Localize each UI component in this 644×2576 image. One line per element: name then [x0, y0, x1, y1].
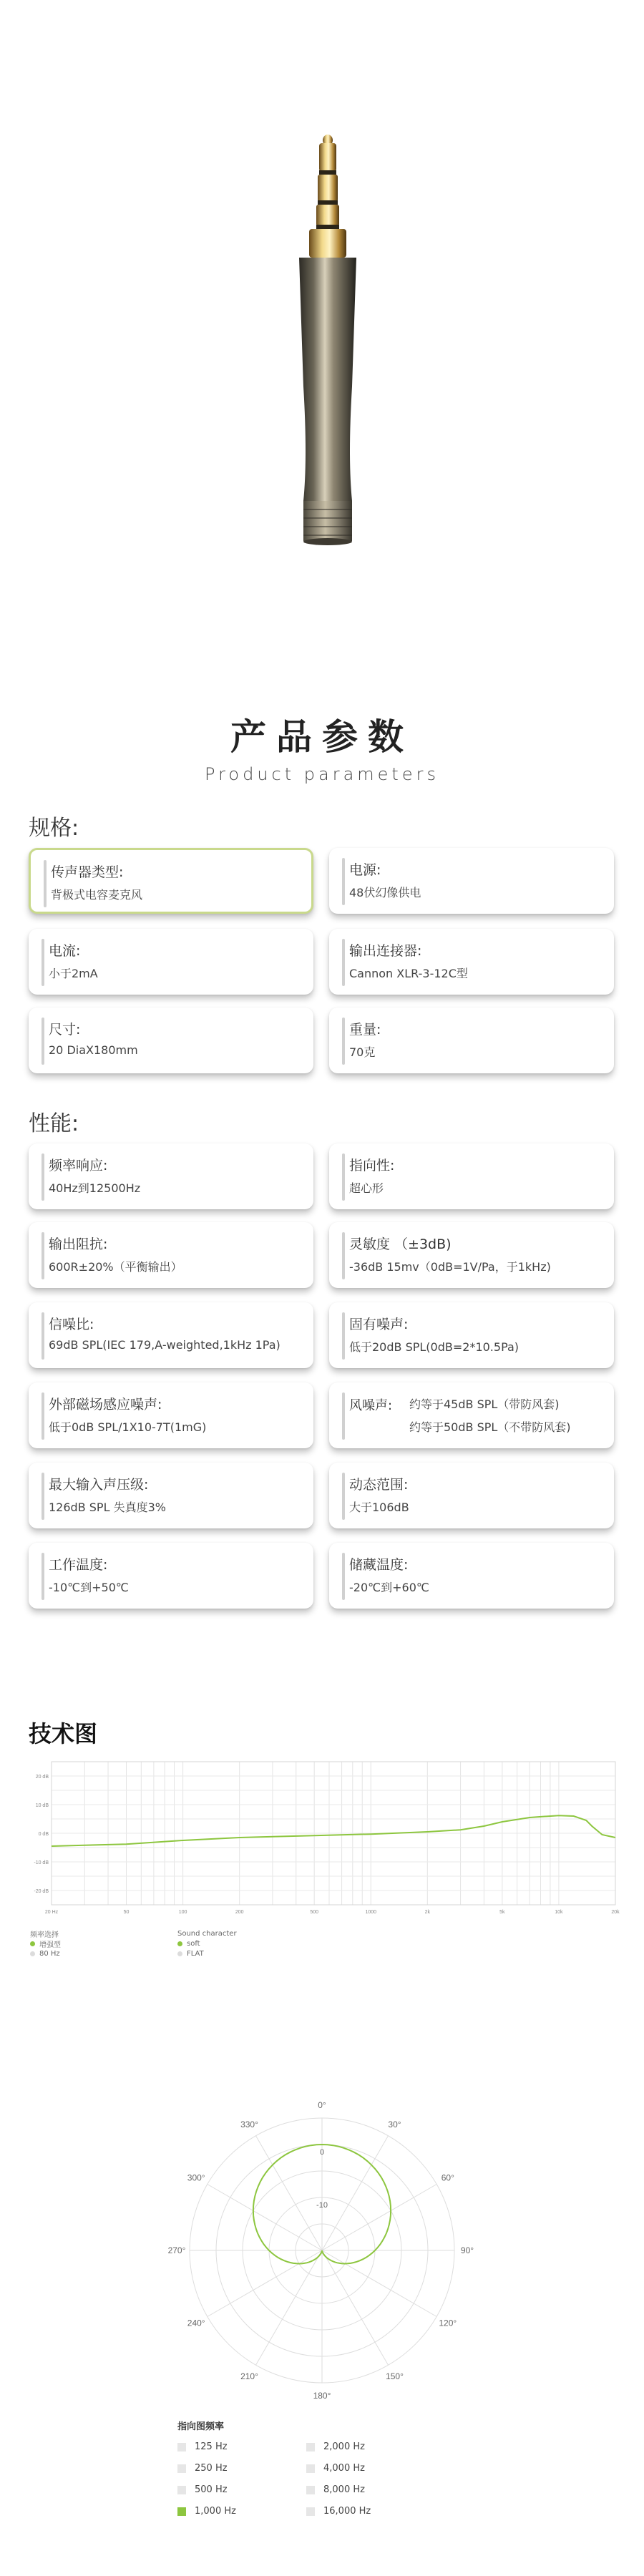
- checkbox-square-icon: [177, 2486, 186, 2494]
- perf-label: 频率响应:: [49, 1158, 108, 1174]
- legend-item-soft[interactable]: [177, 1938, 237, 1948]
- legend-group-frequency: [30, 1928, 61, 1958]
- perf-value: 126dB SPL 失真度3%: [49, 1501, 166, 1514]
- perf-label: 动态范围:: [349, 1477, 409, 1493]
- performance-heading: 性能:: [29, 1111, 79, 1136]
- perf-value: -36dB 15mv（0dB=1V/Pa，于1kHz): [349, 1260, 551, 1274]
- polar-frequency-label: 4,000 Hz: [323, 2463, 365, 2474]
- perf-card-operating-temp: [29, 1543, 313, 1609]
- perf-value: 69dB SPL(IEC 179,A-weighted,1kHz 1Pa): [49, 1338, 280, 1352]
- angle-label: 30°: [388, 2119, 401, 2130]
- card-accent-bar: [342, 1553, 345, 1600]
- perf-value: 低于20dB SPL(0dB=2*10.5Pa): [349, 1340, 519, 1354]
- card-accent-bar: [42, 1153, 44, 1201]
- card-accent-bar: [42, 1018, 44, 1065]
- checkbox-square-icon: [306, 2464, 315, 2473]
- perf-label: 指向性:: [349, 1158, 395, 1174]
- angle-label: 60°: [441, 2172, 454, 2183]
- legend-item-flat[interactable]: [177, 1948, 237, 1958]
- spec-label: 传声器类型:: [51, 864, 124, 880]
- card-accent-bar: [342, 1232, 345, 1279]
- y-tick-label: 0 dB: [38, 1832, 49, 1837]
- y-tick-label: -20 dB: [34, 1889, 49, 1894]
- legend-dot: [30, 1941, 35, 1946]
- x-tick-label: 100: [178, 1910, 187, 1915]
- polar-frequency-label: 2,000 Hz: [323, 2441, 365, 2452]
- x-tick-label: 5k: [499, 1910, 505, 1915]
- polar-frequency-label: 250 Hz: [195, 2463, 228, 2474]
- perf-value: 超心形: [349, 1181, 384, 1195]
- polar-frequency-option[interactable]: [177, 2463, 228, 2474]
- perf-card-storage-temp: [329, 1543, 614, 1609]
- perf-value: -10℃到+50℃: [49, 1581, 129, 1594]
- angle-label: 300°: [187, 2172, 205, 2183]
- polar-frequency-option[interactable]: [177, 2484, 228, 2495]
- polar-frequency-label: 125 Hz: [195, 2441, 228, 2452]
- spec-label: 电源:: [349, 862, 381, 878]
- checkbox-square-icon: [177, 2443, 186, 2451]
- frequency-response-chart: [29, 1753, 623, 1918]
- perf-card-impedance: [29, 1222, 313, 1288]
- spec-card-power: [329, 848, 614, 914]
- card-accent-bar: [342, 1018, 345, 1065]
- section-title: [0, 708, 644, 784]
- checkbox-square-icon: [306, 2443, 315, 2451]
- perf-card-magnetic-noise: [29, 1382, 313, 1448]
- card-accent-bar: [44, 860, 47, 907]
- card-accent-bar: [342, 1392, 345, 1440]
- polar-frequency-option[interactable]: [306, 2463, 365, 2474]
- series-line: [52, 1815, 615, 1846]
- polar-spoke: [322, 2250, 389, 2365]
- card-accent-bar: [342, 858, 345, 905]
- y-tick-label: 20 dB: [35, 1775, 49, 1780]
- spec-label: 电流:: [49, 943, 81, 959]
- polar-spoke: [208, 2250, 322, 2317]
- polar-frequency-option[interactable]: [177, 2506, 236, 2517]
- polar-frequency-title: 指向图频率: [177, 2421, 225, 2432]
- checkbox-square-icon: [306, 2507, 315, 2516]
- polar-spoke: [256, 2250, 323, 2365]
- x-tick-label: 500: [310, 1910, 319, 1915]
- perf-card-wind-noise: [329, 1382, 614, 1448]
- card-accent-bar: [42, 939, 44, 986]
- card-accent-bar: [42, 1232, 44, 1279]
- perf-label: 信噪比:: [49, 1317, 94, 1332]
- spec-value: 70克: [349, 1045, 376, 1059]
- perf-card-polar-pattern: [329, 1143, 614, 1209]
- checkbox-square-icon: [306, 2486, 315, 2494]
- x-tick-label: 200: [235, 1910, 244, 1915]
- card-accent-bar: [42, 1553, 44, 1600]
- perf-card-self-noise: [329, 1302, 614, 1368]
- polar-frequency-option[interactable]: [306, 2506, 371, 2517]
- legend-item-label: 增强型: [39, 1941, 61, 1949]
- legend-item-enhanced[interactable]: [30, 1938, 61, 1948]
- spec-label: 重量:: [349, 1022, 381, 1038]
- polar-spoke: [322, 2185, 436, 2251]
- perf-label: 工作温度:: [49, 1557, 108, 1573]
- checkbox-square-icon: [177, 2464, 186, 2473]
- section-title-cn: 产品参数: [230, 716, 414, 758]
- polar-frequency-label: 8,000 Hz: [323, 2484, 365, 2495]
- x-tick-label: 2k: [424, 1910, 431, 1915]
- legend-dot: [177, 1951, 182, 1956]
- card-accent-bar: [42, 1473, 44, 1520]
- angle-label: 90°: [460, 2245, 474, 2255]
- polar-frequency-label: 1,000 Hz: [195, 2506, 236, 2517]
- spec-card-size: [29, 1008, 313, 1073]
- perf-value: 低于0dB SPL/1X10-7T(1mG): [49, 1420, 207, 1434]
- perf-label: 外部磁场感应噪声:: [49, 1397, 162, 1413]
- spec-card-weight: [329, 1008, 614, 1073]
- x-tick-label: 1000: [365, 1910, 377, 1915]
- spec-card-connector: [329, 929, 614, 995]
- specs-heading: 规格:: [29, 816, 79, 841]
- polar-pattern-chart: [157, 2093, 487, 2408]
- spec-label: 尺寸:: [49, 1022, 81, 1038]
- card-accent-bar: [342, 1153, 345, 1201]
- perf-card-sensitivity: [329, 1222, 614, 1288]
- spec-value: 20 DiaX180mm: [49, 1043, 138, 1057]
- spec-value: 小于2mA: [49, 967, 98, 980]
- perf-value: -20℃到+60℃: [349, 1581, 429, 1594]
- perf-value: 600R±20%（平衡输出）: [49, 1260, 182, 1274]
- spec-label: 输出连接器:: [349, 943, 422, 959]
- perf-card-snr: [29, 1302, 313, 1368]
- legend-dot: [177, 1941, 182, 1946]
- legend-item-label: FLAT: [187, 1949, 204, 1958]
- perf-label: 风噪声:: [349, 1398, 393, 1413]
- legend-group-title: 频率选择: [30, 1931, 59, 1939]
- spec-value: Cannon XLR-3-12C型: [349, 967, 468, 980]
- radial-label: 0: [319, 2148, 325, 2157]
- perf-value: 40Hz到12500Hz: [49, 1181, 141, 1195]
- angle-label: 120°: [439, 2318, 457, 2328]
- perf-label: 固有噪声:: [349, 1317, 409, 1332]
- x-tick-label: 50: [123, 1910, 130, 1915]
- section-title-en: Product parameters: [205, 764, 439, 784]
- angle-label: 270°: [167, 2245, 186, 2255]
- perf-value: 大于106dB: [349, 1501, 409, 1514]
- perf-label: 输出阻抗:: [49, 1236, 108, 1252]
- spec-value: 48伏幻像供电: [349, 886, 421, 899]
- y-tick-label: -10 dB: [34, 1860, 49, 1865]
- spec-card-current: [29, 929, 313, 995]
- angle-label: 0°: [318, 2100, 326, 2110]
- checkbox-square-icon: [177, 2507, 186, 2516]
- perf-label: 灵敏度 （±3dB): [349, 1236, 452, 1252]
- card-accent-bar: [42, 1392, 44, 1440]
- angle-label: 330°: [240, 2119, 258, 2130]
- y-tick-label: 10 dB: [35, 1803, 49, 1808]
- card-accent-bar: [342, 1473, 345, 1520]
- card-accent-bar: [342, 1312, 345, 1360]
- tech-diagram-title: 技术图: [29, 1720, 98, 1747]
- polar-frequency-option[interactable]: [306, 2441, 365, 2452]
- legend-item-80hz[interactable]: [30, 1948, 61, 1958]
- x-tick-label: 20 Hz: [44, 1910, 59, 1915]
- polar-frequency-label: 500 Hz: [195, 2484, 228, 2495]
- legend-group-title: Sound character: [177, 1929, 237, 1938]
- polar-frequency-option[interactable]: [177, 2441, 228, 2452]
- x-tick-label: 10k: [555, 1910, 563, 1915]
- radial-label: -10: [316, 2201, 328, 2210]
- perf-value: 约等于45dB SPL（带防风套): [409, 1397, 560, 1411]
- spec-value: 背极式电容麦克风: [51, 888, 143, 902]
- polar-spoke: [208, 2185, 322, 2251]
- polar-frequency-label: 16,000 Hz: [323, 2506, 371, 2517]
- polar-spoke: [322, 2250, 436, 2317]
- legend-group-sound-character: [177, 1928, 237, 1958]
- legend-item-label: 80 Hz: [39, 1949, 60, 1958]
- card-accent-bar: [42, 1312, 44, 1360]
- perf-label: 最大输入声压级:: [49, 1477, 149, 1493]
- polar-frequency-option[interactable]: [306, 2484, 365, 2495]
- legend-item-label: soft: [187, 1939, 200, 1948]
- perf-label: 储藏温度:: [349, 1557, 409, 1573]
- angle-label: 210°: [240, 2371, 258, 2381]
- perf-card-frequency-response: [29, 1143, 313, 1209]
- angle-label: 240°: [187, 2318, 205, 2328]
- angle-label: 150°: [386, 2371, 404, 2381]
- perf-card-max-spl: [29, 1463, 313, 1528]
- legend-dot: [30, 1951, 35, 1956]
- card-accent-bar: [342, 939, 345, 986]
- spec-card-mic-type: [29, 848, 313, 914]
- microphone-product-image: [0, 0, 644, 644]
- perf-value-secondary: 约等于50dB SPL（不带防风套): [409, 1420, 571, 1434]
- perf-card-dynamic-range: [329, 1463, 614, 1528]
- angle-label: 180°: [313, 2391, 331, 2401]
- x-tick-label: 20k: [611, 1910, 620, 1915]
